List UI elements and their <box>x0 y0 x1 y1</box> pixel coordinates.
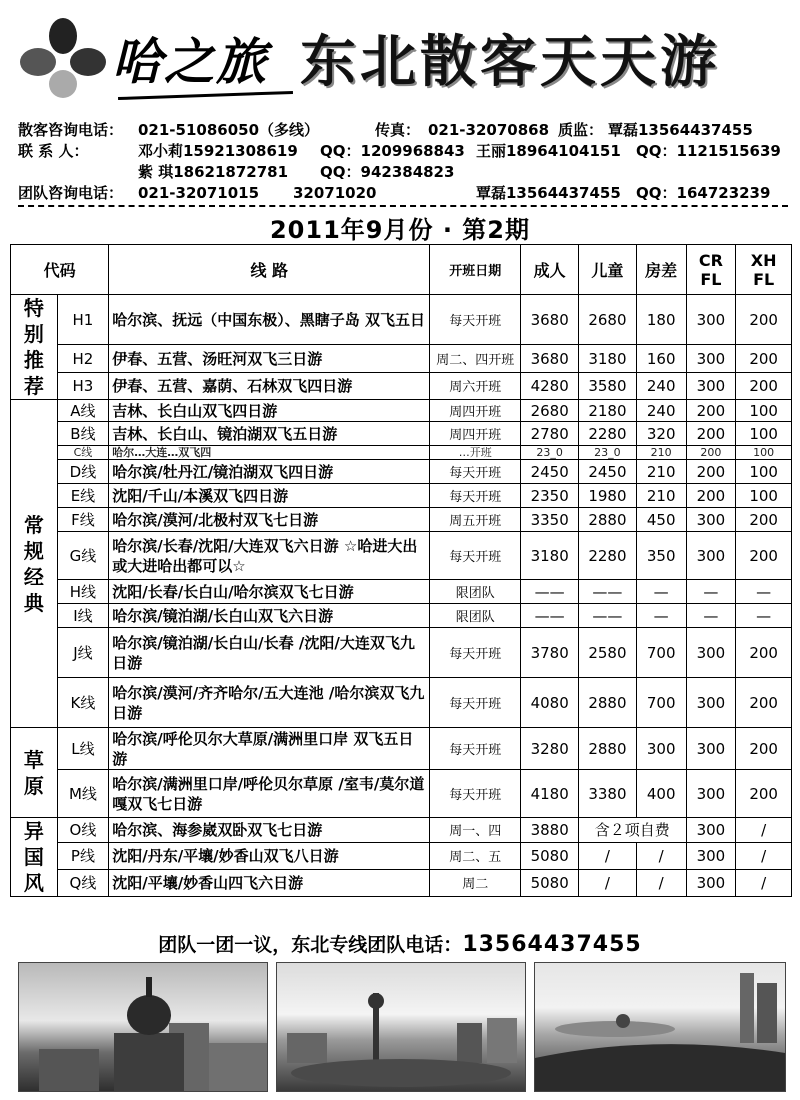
route-code: F线 <box>57 508 109 532</box>
route-name: 哈尔滨/漠河/北极村双飞七日游 <box>109 508 430 532</box>
route-schedule: 每天开班 <box>430 532 521 580</box>
price-cr: 300 <box>686 842 736 869</box>
header-code: 代码 <box>11 245 109 295</box>
route-schedule: 周二、五 <box>430 842 521 869</box>
route-schedule: 限团队 <box>430 580 521 604</box>
price-cr: 300 <box>686 508 736 532</box>
route-name: 哈尔滨、海参崴双卧双飞七日游 <box>109 818 430 843</box>
route-code: B线 <box>57 422 109 446</box>
price-child: 2880 <box>579 728 637 770</box>
route-schedule: 周六开班 <box>430 372 521 399</box>
price-child: 2880 <box>579 508 637 532</box>
table-row <box>11 604 792 628</box>
price-room: 450 <box>636 508 686 532</box>
table-row <box>11 372 792 399</box>
price-room: / <box>636 869 686 896</box>
slogan: 东北散客天天游 <box>300 30 720 95</box>
price-adult: 5080 <box>521 842 579 869</box>
price-xh: 200 <box>736 372 792 399</box>
route-schedule: 周二、四开班 <box>430 345 521 372</box>
table-row <box>11 842 792 869</box>
price-xh: 100 <box>736 422 792 446</box>
price-child: 3380 <box>579 770 637 818</box>
contact-row-1 <box>18 120 788 141</box>
price-adult: 2450 <box>521 460 579 484</box>
price-adult: 3350 <box>521 508 579 532</box>
route-name: 哈尔滨/长春/沈阳/大连双飞六日游 ☆哈进大出或大进哈出都可以☆ <box>109 532 430 580</box>
route-code: O线 <box>57 818 109 843</box>
header-xh: XH FL <box>736 245 792 295</box>
price-xh: / <box>736 842 792 869</box>
price-room: — <box>636 580 686 604</box>
route-name: 哈尔滨/镜泊湖/长白山/长春 /沈阳/大连双飞九日游 <box>109 628 430 678</box>
route-schedule: 每天开班 <box>430 678 521 728</box>
dashed-divider <box>18 205 788 207</box>
price-room: 210 <box>636 446 686 460</box>
price-adult: 2680 <box>521 400 579 422</box>
price-child: —— <box>579 604 637 628</box>
price-room: 350 <box>636 532 686 580</box>
photo-strip <box>18 962 784 1090</box>
price-child: —— <box>579 580 637 604</box>
price-cr: 300 <box>686 818 736 843</box>
route-code: M线 <box>57 770 109 818</box>
route-code: H2 <box>57 345 109 372</box>
price-adult: 4180 <box>521 770 579 818</box>
price-adult: 3880 <box>521 818 579 843</box>
route-code: H1 <box>57 295 109 345</box>
price-xh: / <box>736 818 792 843</box>
route-name: 哈尔滨、抚远（中国东极）、黑瞎子岛 双飞五日 <box>109 295 430 345</box>
price-cr: 200 <box>686 446 736 460</box>
price-xh: 200 <box>736 678 792 728</box>
price-cr: 200 <box>686 484 736 508</box>
price-cr: 300 <box>686 869 736 896</box>
group-phone-2: 32071020 <box>293 184 377 202</box>
price-adult: 2350 <box>521 484 579 508</box>
price-cr: 300 <box>686 295 736 345</box>
table-row <box>11 869 792 896</box>
route-schedule: 每天开班 <box>430 460 521 484</box>
qc-label: 质监： <box>558 121 604 139</box>
route-schedule: 限团队 <box>430 604 521 628</box>
price-adult: 5080 <box>521 869 579 896</box>
price-xh: 200 <box>736 345 792 372</box>
fax-label: 传真： <box>375 121 421 139</box>
header-child: 儿童 <box>579 245 637 295</box>
price-adult: 2780 <box>521 422 579 446</box>
route-code: A线 <box>57 400 109 422</box>
route-name: 吉林、长白山双飞四日游 <box>109 400 430 422</box>
route-code: L线 <box>57 728 109 770</box>
group-phone-1: 021-32071015 <box>138 184 260 202</box>
contact-qq-4: QQ：164723239 <box>636 184 771 202</box>
route-name: 哈尔滨/镜泊湖/长白山双飞六日游 <box>109 604 430 628</box>
group-label: 团队咨询电话： <box>18 184 124 202</box>
route-code: K线 <box>57 678 109 728</box>
route-code: D线 <box>57 460 109 484</box>
table-row <box>11 446 792 460</box>
retail-label: 散客咨询电话： <box>18 121 124 139</box>
route-schedule: 每天开班 <box>430 295 521 345</box>
table-row <box>11 678 792 728</box>
contact-person-3: 紫 琪18621872781 <box>138 163 289 181</box>
table-row <box>11 818 792 843</box>
category-grassland: 草原 <box>11 728 58 818</box>
route-schedule: 周一、四 <box>430 818 521 843</box>
table-row <box>11 422 792 446</box>
table-row <box>11 770 792 818</box>
header-cr: CR FL <box>686 245 736 295</box>
price-cr: 300 <box>686 770 736 818</box>
photo-city-square <box>276 962 526 1092</box>
fax-number: 021-32070868 <box>428 121 550 139</box>
qc-contact: 覃磊13564437455 <box>608 121 753 139</box>
price-room: 210 <box>636 484 686 508</box>
route-name: 哈尔滨/漠河/齐齐哈尔/五大连池 /哈尔滨双飞九日游 <box>109 678 430 728</box>
price-child: 2280 <box>579 422 637 446</box>
price-cr: 200 <box>686 400 736 422</box>
price-child: 3180 <box>579 345 637 372</box>
table-row <box>11 345 792 372</box>
price-cr: 300 <box>686 345 736 372</box>
route-name: 伊春、五营、嘉荫、石林双飞四日游 <box>109 372 430 399</box>
routes-body <box>11 295 792 897</box>
price-cr: 300 <box>686 728 736 770</box>
price-cr: 200 <box>686 460 736 484</box>
category-foreign: 异国风 <box>11 818 58 897</box>
contact-person-4: 覃磊13564437455 <box>476 184 621 202</box>
category-special: 特别推荐 <box>11 295 58 400</box>
header-route: 线 路 <box>109 245 430 295</box>
route-name: 沈阳/平壤/妙香山四飞六日游 <box>109 869 430 896</box>
retail-phone: 021-51086050（多线） <box>138 121 320 139</box>
price-xh: 200 <box>736 628 792 678</box>
price-room: 400 <box>636 770 686 818</box>
route-code: E线 <box>57 484 109 508</box>
table-row <box>11 728 792 770</box>
price-adult: 3680 <box>521 345 579 372</box>
route-schedule: 周四开班 <box>430 422 521 446</box>
price-adult: 4080 <box>521 678 579 728</box>
price-room: 240 <box>636 372 686 399</box>
contact-info <box>18 120 788 204</box>
contact-label: 联 系 人： <box>18 142 89 160</box>
price-xh: 200 <box>736 770 792 818</box>
city-square-image <box>277 963 525 1091</box>
price-child: 2680 <box>579 295 637 345</box>
price-cr: 300 <box>686 532 736 580</box>
route-name: 哈尔滨/牡丹江/镜泊湖双飞四日游 <box>109 460 430 484</box>
route-code: G线 <box>57 532 109 580</box>
price-xh: 100 <box>736 400 792 422</box>
price-room: 300 <box>636 728 686 770</box>
table-header-row <box>11 245 792 295</box>
contact-qq-2: QQ：1121515639 <box>636 142 781 160</box>
issue-title: 2011年9月份 · 第2期 <box>269 216 531 244</box>
price-cr: — <box>686 604 736 628</box>
price-xh: — <box>736 604 792 628</box>
price-room: 240 <box>636 400 686 422</box>
price-room: 700 <box>636 678 686 728</box>
price-adult: 3780 <box>521 628 579 678</box>
header <box>0 0 800 118</box>
price-child: / <box>579 842 637 869</box>
price-child: 2880 <box>579 678 637 728</box>
price-xh: 200 <box>736 295 792 345</box>
route-schedule: 周五开班 <box>430 508 521 532</box>
price-room: 320 <box>636 422 686 446</box>
price-adult: 23_0 <box>521 446 579 460</box>
price-child: 2180 <box>579 400 637 422</box>
contact-row-4 <box>18 183 788 204</box>
table-row <box>11 628 792 678</box>
route-schedule: 每天开班 <box>430 728 521 770</box>
price-room: — <box>636 604 686 628</box>
price-xh: / <box>736 869 792 896</box>
table-row <box>11 460 792 484</box>
price-cr: 200 <box>686 422 736 446</box>
price-adult: 3180 <box>521 532 579 580</box>
route-schedule: 每天开班 <box>430 628 521 678</box>
price-xh: 100 <box>736 460 792 484</box>
cathedral-image <box>19 963 267 1091</box>
price-adult: —— <box>521 604 579 628</box>
table-row <box>11 508 792 532</box>
route-name: 哈尔滨/满洲里口岸/呼伦贝尔草原 /室韦/莫尔道嘎双飞七日游 <box>109 770 430 818</box>
price-adult: 3280 <box>521 728 579 770</box>
price-room: 210 <box>636 460 686 484</box>
price-child: 2280 <box>579 532 637 580</box>
route-name: 伊春、五营、汤旺河双飞三日游 <box>109 345 430 372</box>
route-schedule: …开班 <box>430 446 521 460</box>
route-code: I线 <box>57 604 109 628</box>
route-schedule: 周二 <box>430 869 521 896</box>
team-phone: 13564437455 <box>462 932 642 957</box>
route-name: 吉林、长白山、镜泊湖双飞五日游 <box>109 422 430 446</box>
price-room: 700 <box>636 628 686 678</box>
price-child: 1980 <box>579 484 637 508</box>
price-xh: 200 <box>736 728 792 770</box>
route-code: P线 <box>57 842 109 869</box>
price-room: 180 <box>636 295 686 345</box>
price-xh: 200 <box>736 532 792 580</box>
price-xh: — <box>736 580 792 604</box>
price-child: 2450 <box>579 460 637 484</box>
price-room: / <box>636 842 686 869</box>
route-name: 沈阳/丹东/平壤/妙香山双飞八日游 <box>109 842 430 869</box>
route-code: C线 <box>57 446 109 460</box>
team-contact-line <box>0 930 800 957</box>
contact-qq-3: QQ：942384823 <box>320 163 455 181</box>
header-adult: 成人 <box>521 245 579 295</box>
contact-row-2 <box>18 141 788 162</box>
price-adult: —— <box>521 580 579 604</box>
table-row <box>11 400 792 422</box>
price-child: / <box>579 869 637 896</box>
price-child: 2580 <box>579 628 637 678</box>
contact-person-1: 邓小莉15921308619 <box>138 142 298 160</box>
route-schedule: 每天开班 <box>430 770 521 818</box>
contact-person-2: 王丽18964104151 <box>476 142 621 160</box>
routes-table <box>10 244 792 897</box>
price-child: 含２项自费 <box>579 818 687 843</box>
route-code: J线 <box>57 628 109 678</box>
price-xh: 100 <box>736 484 792 508</box>
category-classic: 常规经典 <box>11 400 58 728</box>
price-xh: 200 <box>736 508 792 532</box>
table-row <box>11 295 792 345</box>
route-name: 沈阳/长春/长白山/哈尔滨双飞七日游 <box>109 580 430 604</box>
team-text: 团队一团一议，东北专线团队电话： <box>158 934 463 956</box>
price-room: 160 <box>636 345 686 372</box>
price-xh: 100 <box>736 446 792 460</box>
route-name: 哈尔…大连…双飞四 <box>109 446 430 460</box>
flower-logo-icon <box>18 18 108 98</box>
table-row <box>11 484 792 508</box>
price-adult: 3680 <box>521 295 579 345</box>
route-code: H3 <box>57 372 109 399</box>
header-schedule: 开班日期 <box>430 245 521 295</box>
table-row <box>11 532 792 580</box>
route-schedule: 每天开班 <box>430 484 521 508</box>
route-schedule: 周四开班 <box>430 400 521 422</box>
price-cr: 300 <box>686 628 736 678</box>
price-child: 23_0 <box>579 446 637 460</box>
route-code: H线 <box>57 580 109 604</box>
price-adult: 4280 <box>521 372 579 399</box>
photo-cathedral <box>18 962 268 1092</box>
header-room: 房差 <box>636 245 686 295</box>
coastline-image <box>535 963 785 1091</box>
route-name: 沈阳/千山/本溪双飞四日游 <box>109 484 430 508</box>
price-child: 3580 <box>579 372 637 399</box>
contact-qq-1: QQ：1209968843 <box>320 142 465 160</box>
route-code: Q线 <box>57 869 109 896</box>
route-name: 哈尔滨/呼伦贝尔大草原/满洲里口岸 双飞五日游 <box>109 728 430 770</box>
photo-coastline <box>534 962 786 1092</box>
price-cr: — <box>686 580 736 604</box>
price-cr: 300 <box>686 372 736 399</box>
table-row <box>11 580 792 604</box>
price-cr: 300 <box>686 678 736 728</box>
contact-row-3 <box>18 162 788 183</box>
brand-name: 哈之旅 <box>112 32 268 91</box>
